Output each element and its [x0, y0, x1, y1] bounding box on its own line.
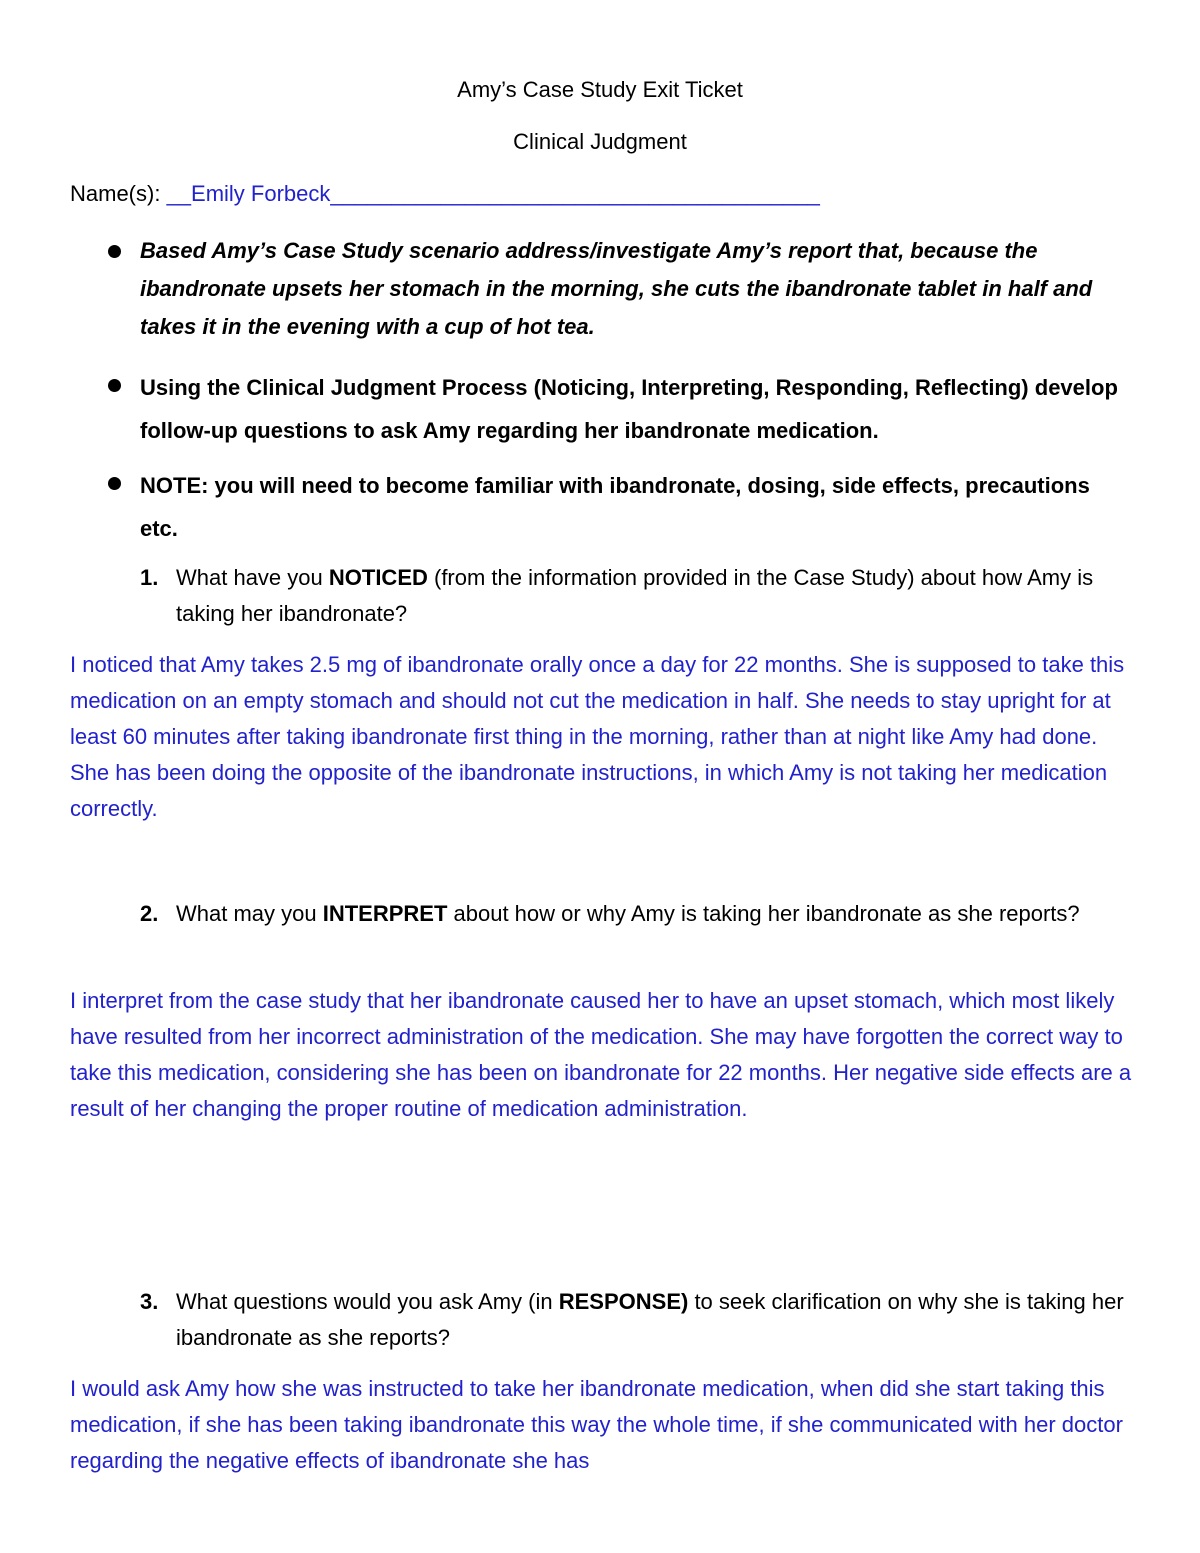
bullet-icon	[108, 477, 121, 490]
answer-3: I would ask Amy how she was instructed to take her ibandronate medication, when did she start taking this medication, if she has been taking ibandronate this way the whole time, if she communicated with her doctor regarding the negative effects of ibandronate she has	[70, 1376, 1123, 1473]
question-2	[140, 896, 1136, 932]
question-number: 3.	[140, 1289, 159, 1314]
bullet-icon	[108, 379, 121, 392]
question-keyword: NOTICED	[328, 565, 428, 590]
question-text-after: (from the information provided in the Case Study) about how Amy is taking her ibandronate?	[176, 565, 1094, 626]
name-value: __Emily Forbeck________________________________________	[166, 181, 820, 206]
question-keyword: INTERPRET	[322, 901, 448, 926]
question-number: 2.	[140, 901, 159, 926]
question-number: 1.	[140, 565, 159, 590]
question-text-before: What may you	[176, 901, 323, 926]
instruction-text: NOTE: you will need to become familiar with ibandronate, dosing, side effects, precautions etc.	[140, 473, 1090, 541]
question-text-after: to seek clarification on why she is taking her ibandronate as she reports?	[176, 1289, 1124, 1350]
question-text-after: about how or why Amy is taking her ibandronate as she reports?	[447, 901, 1080, 926]
name-field	[70, 176, 820, 212]
question-3	[140, 1284, 1136, 1356]
document-subtitle: Clinical Judgment	[513, 129, 687, 154]
answer-2: I interpret from the case study that her ibandronate caused her to have an upset stomach, which most likely have resulted from her incorrect administration of the medication. She may have forgotten the correct way to take this medication, considering she has been on ibandronate for 22 months. Her negative side effects are a result of her changing the proper routine of medication administration.	[70, 988, 1132, 1121]
name-label: Name(s):	[70, 181, 167, 206]
question-text-before: What have you	[176, 565, 329, 590]
instruction-item	[140, 464, 1130, 550]
bullet-icon	[108, 245, 121, 258]
question-keyword: RESPONSE)	[558, 1289, 689, 1314]
answer-1: I noticed that Amy takes 2.5 mg of ibandronate orally once a day for 22 months. She is supposed to take this medication on an empty stomach and should not cut the medication in half. She needs to stay upright for at least 60 minutes after taking ibandronate first thing in the morning, rather than at night like Amy had done. She has been doing the opposite of the ibandronate instructions, in which Amy is not taking her medication correctly.	[70, 652, 1125, 821]
instruction-item	[140, 366, 1130, 452]
instruction-text: Using the Clinical Judgment Process (Noticing, Interpreting, Responding, Reflecting) develop follow-up questions to ask Amy regarding her ibandronate medication.	[140, 375, 1118, 443]
document-title: Amy’s Case Study Exit Ticket	[457, 77, 743, 102]
question-1	[140, 560, 1136, 632]
instruction-item	[140, 232, 1130, 346]
instruction-text: Based Amy’s Case Study scenario address/investigate Amy’s report that, because the ibandronate upsets her stomach in the morning, she cuts the ibandronate tablet in half and takes it in the evening with a cup of hot tea.	[140, 238, 1093, 339]
question-text-before: What questions would you ask Amy (in	[176, 1289, 559, 1314]
